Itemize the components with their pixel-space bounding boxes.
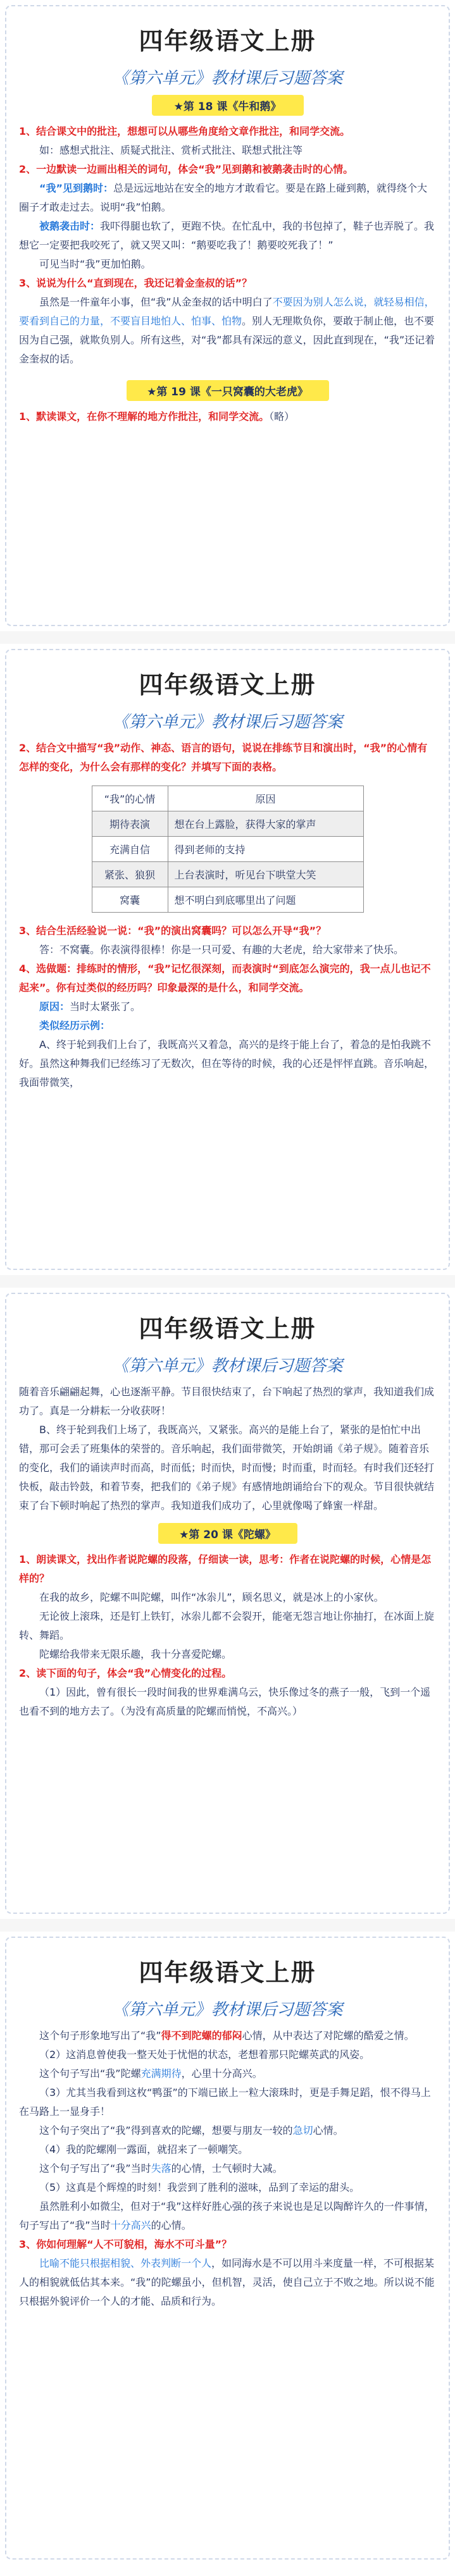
answer-page-1 xyxy=(0,0,455,631)
question: 3、你如何理解“人不可貌相，海水不可斗量”？ xyxy=(19,2238,232,2250)
answer: 可见当时“我”更加怕鹅。 xyxy=(39,258,151,270)
answer xyxy=(19,293,436,369)
page-separator xyxy=(0,1919,455,1932)
question-text: 1、默读课文，在你不理解的地方作批注，和同学交流。 xyxy=(19,410,270,422)
table-row xyxy=(92,862,363,887)
subtitle-caption: 教材课后习题答案 xyxy=(211,1357,343,1376)
subtitle-unit: 《第六单元》 xyxy=(112,69,211,88)
answer xyxy=(19,2064,436,2083)
answer: A、终于轮到我们上台了，我既高兴又着急，高兴的是终于能上台了，着急的是怕我跳不好。虽然这种舞我们已经练习了无数次，但在等待的时候，我的心还是怦怦直跳。音乐响起，我面带微笑， xyxy=(19,1038,435,1088)
answer xyxy=(19,2026,436,2045)
question: 3、结合生活经验说一说：“我”的演出窝囊吗？可以怎么开导“我”？ xyxy=(19,925,327,937)
page-title: 四年级语文上册 xyxy=(139,1314,316,1343)
answer-highlight: 不要因为别人怎么说，就轻易相信，要看到自己的力量，不要盲目地怕人、怕事、怕物 xyxy=(19,296,435,327)
answer: （4）我的陀螺刚一露面，就招来了一顿嘲笑。 xyxy=(39,2143,249,2155)
table-cell-mood: 充满自信 xyxy=(92,837,168,862)
table-row xyxy=(92,811,363,837)
answer xyxy=(19,2121,436,2140)
answer: 无论彼上滚珠，还是钉上铁钉，冰尜儿都不会裂开，能毫无怨言地让你抽打，在冰面上旋转、舞蹈。 xyxy=(19,1610,435,1641)
page-title: 四年级语文上册 xyxy=(139,670,316,699)
page-subtitle xyxy=(19,709,436,732)
subtitle-caption: 教材课后习题答案 xyxy=(211,69,343,88)
question: 2、结合文中描写“我”动作、神态、语言的语句，说说在排练节目和演出时，“我”的心情有怎样的变化，为什么会有那样的变化？并填写下面的表格。 xyxy=(19,742,428,773)
table-cell-reason: 想在台上露脸，获得大家的掌声 xyxy=(168,811,363,837)
answer-text: 我吓得腿也软了，更跑不快。在忙乱中，我的书包掉了，鞋子也弄脱了。我想它一定要把我咬死了，就又哭又叫：“鹅要吃我了！鹅要咬死我了！” xyxy=(19,220,435,251)
table-row xyxy=(92,837,363,862)
page-title: 四年级语文上册 xyxy=(139,27,316,55)
answer-page-2 xyxy=(0,644,455,1275)
subtitle-caption: 教材课后习题答案 xyxy=(211,713,343,732)
table-cell-mood: 期待表演 xyxy=(92,811,168,837)
answer: （5）这真是个辉煌的时刻！我尝到了胜利的滋味，品到了幸运的甜头。 xyxy=(39,2181,360,2193)
table-cell-reason: 想不明白到底哪里出了问题 xyxy=(168,887,363,913)
lesson-header: ★第 19 课《一只窝囊的大老虎》 xyxy=(127,380,329,401)
example-label: 类似经历示例： xyxy=(39,1020,111,1032)
answer: B、终于轮到我们上场了，我既高兴，又紧张。高兴的是能上台了，紧张的是怕忙中出错，那可会丢了班集体的荣誉的。音乐响起，我们面带微笑，开始朗诵《弟子规》。随着音乐的变化，我们的诵读声时而高，时而低；时而快，时而慢；时而重，时而轻。有时我们还轻打快板，敲击铃鼓，和着节奏，把我们的《弟子规》有感情地朗诵给台下的观众。节目很快就结束了台下顿时响起了热烈的掌声。我知道我们成功了，心里就像喝了蜂蜜一样甜。 xyxy=(19,1424,435,1512)
page-subtitle xyxy=(19,1997,436,2020)
answer-highlight: 十分高兴 xyxy=(110,2219,151,2231)
answer: 如：感想式批注、质疑式批注、赏析式批注、联想式批注等 xyxy=(39,144,303,156)
answer-text: 当时太紧张了。 xyxy=(70,1001,141,1013)
page-title: 四年级语文上册 xyxy=(139,1958,316,1987)
answer: （2）这消息曾使我一整天处于忧悒的状态，老想着那只陀螺英武的风姿。 xyxy=(39,2049,370,2061)
answer-text: 。别人无理欺负你，要敢于制止他，也不要因为自己强，就欺负别人。所有这些，对“我”都具有深远的意义，因此直到现在，“我”还记着金奎叔的话。 xyxy=(19,315,435,365)
answer-highlight: 比喻不能只根据相貌、外表判断一个人 xyxy=(39,2257,212,2269)
question: 2、一边默读一边画出相关的词句，体会“我”见到鹅和被鹅袭击时的心情。 xyxy=(19,163,354,175)
answer-text: 虽然是一件童年小事，但“我”从金奎叔的话中明白了 xyxy=(39,296,273,308)
answer-text: 这个句子写出了“我”当时 xyxy=(39,2162,151,2174)
page-separator xyxy=(0,631,455,644)
page-separator xyxy=(0,1275,455,1288)
question: 1、结合课文中的批注，想想可以从哪些角度给文章作批注，和同学交流。 xyxy=(19,125,351,137)
answer xyxy=(19,217,436,255)
answer: 随着音乐翩翩起舞，心也逐渐平静。节目很快结束了，台下响起了热烈的掌声，我知道我们成功了。真是一分耕耘一分收获呀！ xyxy=(19,1386,435,1417)
subtitle-caption: 教材课后习题答案 xyxy=(211,2000,343,2019)
answer xyxy=(19,997,436,1016)
answer: （3）尤其当我看到这枚“鸭蛋”的下端已嵌上一粒大滚珠时，更是手舞足蹈，恨不得马上在马路上一显身手！ xyxy=(19,2086,431,2117)
question: 3、说说为什么“直到现在，我还记着金奎叔的话”？ xyxy=(19,277,252,289)
answer-highlight: 充满期待 xyxy=(140,2068,182,2080)
answer-text: ，心里十分高兴。 xyxy=(181,2068,263,2080)
question: 2、读下面的句子，体会“我”心情变化的过程。 xyxy=(19,1667,232,1679)
answer-highlight: 失落 xyxy=(151,2162,171,2174)
answer-label: “我”见到鹅时： xyxy=(39,182,114,194)
answer-text: 总是远远地站在安全的地方才敢看它。要是在路上碰到鹅，就得绕个大圈子才敢走过去。说明“我”怕鹅。 xyxy=(19,182,428,213)
answer xyxy=(19,179,436,217)
table-cell-reason: 得到老师的支持 xyxy=(168,837,363,862)
table-header: “我”的心情 xyxy=(92,786,168,811)
subtitle-unit: 《第六单元》 xyxy=(112,713,211,732)
answer-text: 的心情。 xyxy=(151,2219,192,2231)
table-cell-reason: 上台表演时，听见台下哄堂大笑 xyxy=(168,862,363,887)
answer-text: ，如同海水是不可以用斗来度量一样，不可根据某人的相貌就低估其本来。“我”的陀螺虽小，但机智，灵活，使自己立于不败之地。所以说不能只根据外貌评价一个人的才能、品质和行为。 xyxy=(19,2257,435,2307)
subtitle-unit: 《第六单元》 xyxy=(112,2000,211,2019)
answer-highlight: 得不到陀螺的郁闷 xyxy=(161,2030,242,2042)
answer-text: （略） xyxy=(269,410,295,422)
page-subtitle xyxy=(19,65,436,89)
question: 1、朗读课文，找出作者说陀螺的段落，仔细读一读，思考：作者在说陀螺的时候，心情是怎样的？ xyxy=(19,1553,432,1584)
answer: 答：不窝囊。你表演得很棒！你是一只可爱、有趣的大老虎，给大家带来了快乐。 xyxy=(39,944,404,956)
mood-table xyxy=(92,786,364,913)
answer xyxy=(19,2159,436,2178)
answer: 在我的故乡，陀螺不叫陀螺，叫作“冰尜儿”，顾名思义，就是冰上的小家伙。 xyxy=(39,1591,384,1603)
answer-text: 这个句子形象地写出了“我” xyxy=(39,2030,161,2042)
answer-text: 心情，从中表达了对陀螺的酷爱之情。 xyxy=(242,2030,414,2042)
lesson-header: ★第 18 课《牛和鹅》 xyxy=(152,95,304,116)
answer-label: 原因： xyxy=(39,1001,70,1013)
answer: 陀螺给我带来无限乐趣，我十分喜爱陀螺。 xyxy=(39,1648,232,1660)
answer-highlight: 急切 xyxy=(292,2124,313,2136)
question xyxy=(19,407,436,426)
answer-page-4 xyxy=(0,1932,455,2565)
table-row xyxy=(92,887,363,913)
table-header: 原因 xyxy=(168,786,363,811)
answer-page-3 xyxy=(0,1288,455,1919)
answer-text: 这个句子突出了“我”得到喜欢的陀螺，想要与朋友一较的 xyxy=(39,2124,293,2136)
answer-text: 这个句子写出“我”陀螺 xyxy=(39,2068,141,2080)
table-cell-mood: 窝囊 xyxy=(92,887,168,913)
answer-text: 虽然胜利小如微尘，但对于“我”这样好胜心强的孩子来说也是足以陶醉许久的一件事情，句子写出了“我”当时 xyxy=(19,2200,435,2231)
answer xyxy=(19,2254,436,2311)
table-cell-mood: 紧张、狼狈 xyxy=(92,862,168,887)
lesson-header: ★第 20 课《陀螺》 xyxy=(158,1523,297,1544)
answer: （1）因此，曾有很长一段时间我的世界难满乌云，快乐像过冬的燕子一般，飞到一个遥也看不到的地方去了。（为没有高质量的陀螺而悄悦，不高兴。） xyxy=(19,1686,431,1717)
table-header-row xyxy=(92,786,363,811)
page-subtitle xyxy=(19,1353,436,1376)
answer-text: 的心情，士气顿时大减。 xyxy=(171,2162,283,2174)
answer-text: 心情。 xyxy=(313,2124,344,2136)
answer-label: 被鹅袭击时： xyxy=(39,220,101,232)
subtitle-unit: 《第六单元》 xyxy=(112,1357,211,1376)
answer xyxy=(19,2197,436,2235)
question: 4、选做题：排练时的情形，“我”记忆很深刻，而表演时“到底怎么演完的，我一点儿也记不起来”。你有过类似的经历吗？印象最深的是什么，和同学交流。 xyxy=(19,963,431,994)
